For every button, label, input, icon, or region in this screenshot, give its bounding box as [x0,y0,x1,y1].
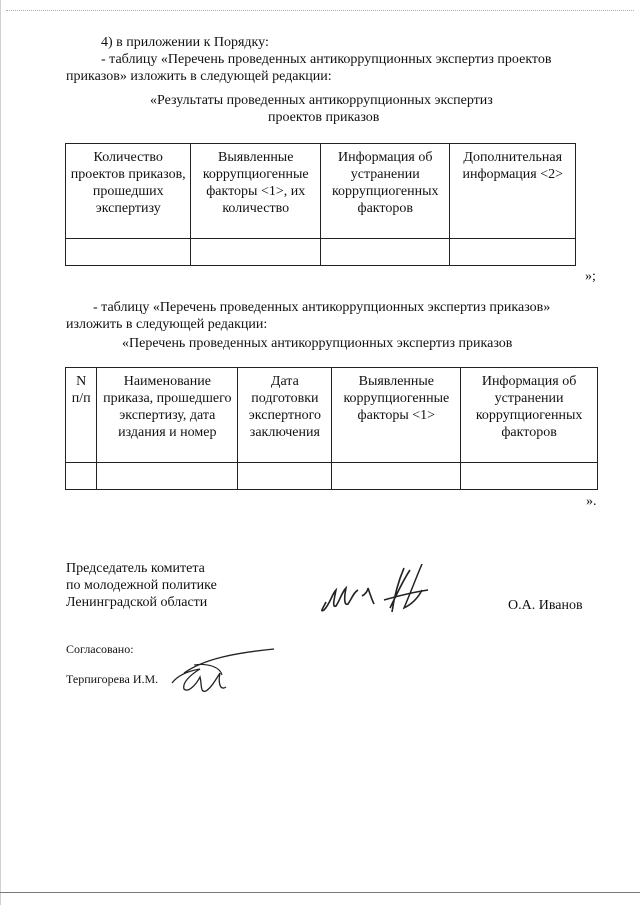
table2-header-number: N п/п [66,368,97,463]
table1-title-cont: проектов приказов [268,110,380,125]
approval-signature [164,645,284,700]
table1-title: «Результаты проведенных антикоррупционных экспертиз [150,93,493,108]
table2-header-elimination: Информация об устранении коррупциогенных факторов [461,368,598,463]
table1-cell [66,239,191,266]
table-results [65,143,576,266]
table1-header-count: Количество проектов приказов, прошедших экспертизу [66,144,191,239]
table2-header-date: Дата подготовки экспертного заключения [238,368,332,463]
table2-closing-quote: ». [586,494,597,509]
signer-title-line3: Ленинградской области [66,595,208,610]
table2-cell [66,463,97,490]
table1-header-additional: Дополнительная информация <2> [450,144,576,239]
table-row [66,239,576,266]
signer-title-line1: Председатель комитета [66,561,205,576]
signer-name: О.А. Иванов [508,598,583,613]
paragraph-table2-intro-cont: изложить в следующей редакции: [66,317,268,332]
signer-title-line2: по молодежной политике [66,578,217,593]
paragraph-table2-intro: - таблицу «Перечень проведенных антикоррупционных экспертиз приказов» [93,300,551,315]
table-row [66,463,598,490]
table2-cell [97,463,238,490]
paragraph-table1-intro: - таблицу «Перечень проведенных антикоррупционных экспертиз проектов [101,52,552,67]
table2-header-factors: Выявленные коррупциогенные факторы <1> [332,368,461,463]
table2-cell [238,463,332,490]
page-edge [0,0,1,905]
table-list [65,367,598,490]
table1-cell [191,239,321,266]
item-4-heading: 4) в приложении к Порядку: [101,35,269,50]
table2-title: «Перечень проведенных антикоррупционных экспертиз приказов [122,336,513,351]
approver-name: Терпигорева И.М. [66,672,159,686]
table1-cell [450,239,576,266]
scan-bottom-edge [0,892,640,893]
table1-header-elimination: Информация об устранении коррупциогенных факторов [320,144,450,239]
table2-cell [332,463,461,490]
paragraph-table1-intro-cont: приказов» изложить в следующей редакции: [66,69,332,84]
table2-header-name: Наименование приказа, прошедшего экспертизу, дата издания и номер [97,368,238,463]
table2-cell [461,463,598,490]
approval-label: Согласовано: [66,642,134,656]
scan-top-edge [6,10,634,12]
table1-header-factors: Выявленные коррупциогенные факторы <1>, их количество [191,144,321,239]
table1-cell [320,239,450,266]
handwritten-signature [318,560,453,620]
table1-closing-quote: »; [585,269,596,284]
